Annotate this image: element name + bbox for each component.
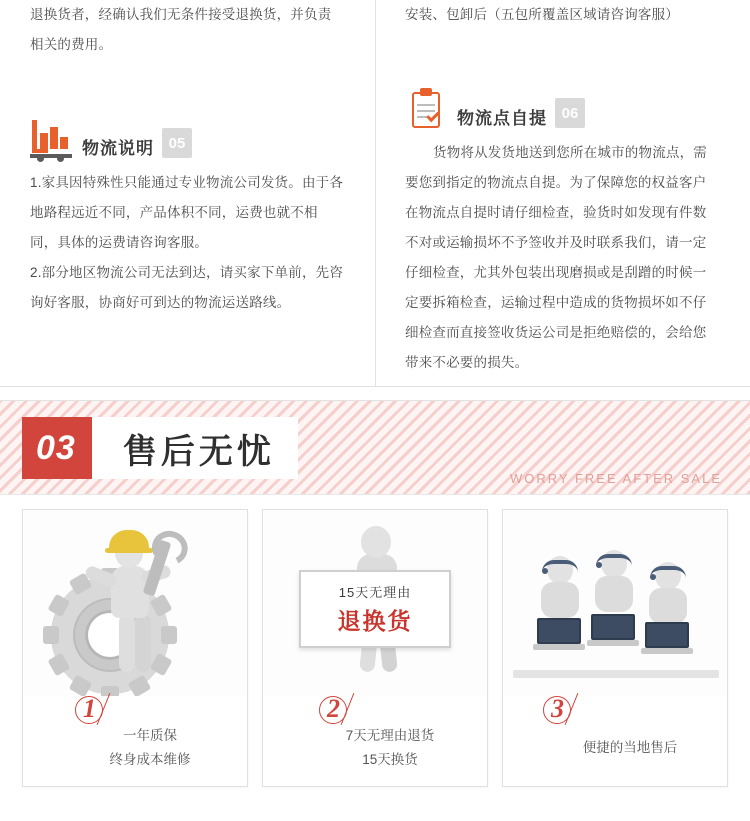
return-illustration — [263, 510, 487, 696]
sign-line-2: 退换货 — [337, 608, 413, 634]
right-column — [375, 0, 750, 386]
return-caption — [263, 724, 487, 772]
section-separator — [0, 386, 750, 387]
gear-tooth — [161, 626, 177, 644]
section-number-05: 05 — [162, 128, 192, 158]
logistics-section — [0, 0, 750, 400]
gear-tooth — [47, 653, 70, 677]
laptop-icon — [587, 614, 639, 648]
sign-line-1: 15天无理由 — [338, 585, 412, 600]
left-column — [0, 0, 375, 386]
gear-tooth — [150, 653, 173, 677]
support-illustration — [503, 510, 727, 696]
logistics-paragraph-2: 2.部分地区物流公司无法到达，请买家下单前，先咨询好客服，协商好可到达的物流运送路线。 — [30, 265, 344, 310]
logistics-paragraph-1: 1.家具因特殊性只能通过专业物流公司发货。由于各地路程远近不同，产品体积不同，运费也就不相同，具体的运费请咨询客服。 — [30, 175, 344, 250]
rank-badge-1 — [75, 694, 125, 728]
caption-line: 15天换货 — [362, 752, 418, 767]
warranty-illustration — [23, 510, 247, 696]
gear-tooth — [47, 594, 70, 618]
section-title-pickup: 物流点自提 — [457, 109, 547, 128]
service-cards — [0, 495, 750, 820]
banner-title-group — [22, 417, 298, 479]
rank-number: 2 — [327, 694, 340, 723]
rank-number: 1 — [83, 694, 96, 723]
support-caption — [503, 736, 727, 760]
banner-subtitle: WORRY FREE AFTER SALE — [509, 471, 722, 486]
gear-tooth — [43, 626, 59, 644]
gear-tooth — [128, 675, 152, 696]
caption-line: 便捷的当地售后 — [582, 740, 678, 755]
banner-title: 售后无忧 — [92, 417, 298, 479]
installation-continued-text: 安装、包卸后（五包所覆盖区域请咨询客服） — [405, 7, 679, 22]
service-card-support[interactable] — [502, 509, 728, 787]
pickup-paragraph-1: 货物将从发货地送到您所在城市的物流点，需要您到指定的物流点自提。为了保障您的权益客户在物流点自提时请仔细检查，验货时如发现有件数不对或运输损坏不予签收并及时联系我们，请一定仔细检查，尤其外包装出现磨损或是刮蹭的时候一定要拆箱检查，运输过程中造成的货物损坏如不仔细检查而直接签收货运公司是拒绝赔偿的，会给您带来不必要的损失。 — [405, 145, 707, 370]
rank-number: 3 — [551, 694, 564, 723]
helmet-icon — [109, 530, 149, 550]
clipboard-check-icon — [405, 88, 447, 132]
service-card-return[interactable] — [262, 509, 488, 787]
laptop-icon — [533, 618, 585, 652]
return-sign — [299, 570, 451, 648]
laptop-icon — [641, 622, 693, 656]
warranty-caption — [23, 724, 247, 772]
section-number-06: 06 — [555, 98, 585, 128]
caption-line: 终身成本维修 — [109, 752, 191, 767]
section-header-pickup — [405, 76, 720, 132]
return-policy-continued-text: 退换货者，经确认我们无条件接受退换货，并负责相关的费用。 — [30, 7, 332, 52]
caption-line: 一年质保 — [123, 728, 177, 743]
after-sale-banner — [0, 400, 750, 495]
section-title-logistics: 物流说明 — [82, 139, 154, 158]
caption-line: 7天无理由退货 — [345, 728, 435, 743]
rank-badge-3 — [543, 694, 593, 728]
service-card-warranty[interactable] — [22, 509, 248, 787]
gear-tooth — [150, 594, 173, 618]
rank-badge-2 — [319, 694, 369, 728]
section-header-logistics — [30, 106, 345, 162]
forklift-icon — [30, 118, 72, 162]
gear-tooth — [69, 675, 93, 696]
banner-number: 03 — [22, 417, 92, 479]
